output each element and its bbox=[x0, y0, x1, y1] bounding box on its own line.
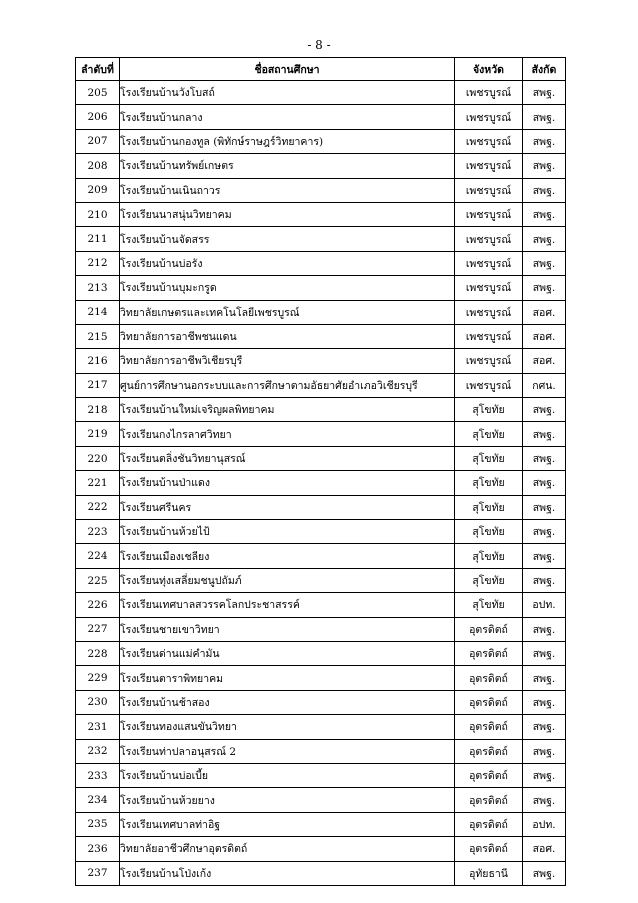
affiliation-cell: สพฐ. bbox=[523, 471, 566, 495]
affiliation-cell: สพฐ. bbox=[523, 202, 566, 226]
sequence-number-cell: 205 bbox=[76, 81, 120, 105]
school-name-cell: วิทยาลัยอาชีวศึกษาอุตรดิตถ์ bbox=[120, 837, 455, 861]
table-row bbox=[76, 398, 566, 422]
sequence-number-cell: 208 bbox=[76, 154, 120, 178]
sequence-number-cell: 235 bbox=[76, 812, 120, 836]
table-row bbox=[76, 422, 566, 446]
school-name-cell: โรงเรียนกงไกรลาศวิทยา bbox=[120, 422, 455, 446]
school-name-cell: โรงเรียนบ้านห้วยยาง bbox=[120, 788, 455, 812]
affiliation-cell: สพฐ. bbox=[523, 105, 566, 129]
affiliation-cell: สพฐ. bbox=[523, 422, 566, 446]
school-name-cell: โรงเรียนทองแสนขันวิทยา bbox=[120, 715, 455, 739]
province-cell: อุตรดิตถ์ bbox=[455, 788, 523, 812]
sequence-number-cell: 226 bbox=[76, 593, 120, 617]
province-cell: เพชรบูรณ์ bbox=[455, 154, 523, 178]
affiliation-cell: สอศ. bbox=[523, 324, 566, 348]
affiliation-cell: สพฐ. bbox=[523, 641, 566, 665]
province-cell: สุโขทัย bbox=[455, 568, 523, 592]
province-cell: อุทัยธานี bbox=[455, 861, 523, 885]
sequence-number-cell: 228 bbox=[76, 641, 120, 665]
school-list-table bbox=[75, 57, 566, 886]
affiliation-cell: สพฐ. bbox=[523, 715, 566, 739]
sequence-number-cell: 213 bbox=[76, 276, 120, 300]
province-cell: สุโขทัย bbox=[455, 422, 523, 446]
province-cell: เพชรบูรณ์ bbox=[455, 105, 523, 129]
sequence-number-cell: 233 bbox=[76, 763, 120, 787]
school-name-cell: โรงเรียนบ้านกลาง bbox=[120, 105, 455, 129]
table-row bbox=[76, 105, 566, 129]
province-cell: อุตรดิตถ์ bbox=[455, 715, 523, 739]
province-cell: สุโขทัย bbox=[455, 520, 523, 544]
sequence-number-cell: 220 bbox=[76, 446, 120, 470]
province-cell: เพชรบูรณ์ bbox=[455, 251, 523, 275]
affiliation-cell: สพฐ. bbox=[523, 446, 566, 470]
school-name-cell: โรงเรียนบ้านบุมะกรูด bbox=[120, 276, 455, 300]
school-name-cell: โรงเรียนทุ่งเสลี่ยมชนูปถัมภ์ bbox=[120, 568, 455, 592]
school-name-cell: โรงเรียนเมืองเชลียง bbox=[120, 544, 455, 568]
school-name-cell: วิทยาลัยเกษตรและเทคโนโลยีเพชรบูรณ์ bbox=[120, 300, 455, 324]
school-name-cell: โรงเรียนบ้านกองทูล (พิทักษ์ราษฎร์วิทยาคาร) bbox=[120, 129, 455, 153]
school-name-cell: โรงเรียนบ้านใหม่เจริญผลพิทยาคม bbox=[120, 398, 455, 422]
sequence-number-cell: 225 bbox=[76, 568, 120, 592]
province-cell: อุตรดิตถ์ bbox=[455, 666, 523, 690]
header-affiliation: สังกัด bbox=[523, 58, 566, 81]
table-body bbox=[76, 81, 566, 886]
sequence-number-cell: 223 bbox=[76, 520, 120, 544]
province-cell: เพชรบูรณ์ bbox=[455, 81, 523, 105]
province-cell: อุตรดิตถ์ bbox=[455, 641, 523, 665]
province-cell: เพชรบูรณ์ bbox=[455, 178, 523, 202]
school-name-cell: โรงเรียนเทศบาลสวรรคโลกประชาสรรค์ bbox=[120, 593, 455, 617]
affiliation-cell: อปท. bbox=[523, 593, 566, 617]
province-cell: อุตรดิตถ์ bbox=[455, 690, 523, 714]
table-row bbox=[76, 715, 566, 739]
school-name-cell: โรงเรียนตลิ่งชันวิทยานุสรณ์ bbox=[120, 446, 455, 470]
sequence-number-cell: 206 bbox=[76, 105, 120, 129]
affiliation-cell: สอศ. bbox=[523, 837, 566, 861]
affiliation-cell: สพฐ. bbox=[523, 178, 566, 202]
affiliation-cell: สพฐ. bbox=[523, 617, 566, 641]
sequence-number-cell: 230 bbox=[76, 690, 120, 714]
school-name-cell: วิทยาลัยการอาชีพวิเชียรบุรี bbox=[120, 349, 455, 373]
table-row bbox=[76, 837, 566, 861]
school-name-cell: วิทยาลัยการอาชีพชนแดน bbox=[120, 324, 455, 348]
province-cell: เพชรบูรณ์ bbox=[455, 349, 523, 373]
table-row bbox=[76, 739, 566, 763]
province-cell: สุโขทัย bbox=[455, 446, 523, 470]
school-name-cell: โรงเรียนบ้านช้าสอง bbox=[120, 690, 455, 714]
province-cell: อุตรดิตถ์ bbox=[455, 763, 523, 787]
province-cell: สุโขทัย bbox=[455, 593, 523, 617]
table-header-row bbox=[76, 58, 566, 81]
province-cell: อุตรดิตถ์ bbox=[455, 617, 523, 641]
school-name-cell: โรงเรียนบ้านจัดสรร bbox=[120, 227, 455, 251]
table-row bbox=[76, 300, 566, 324]
table-row bbox=[76, 593, 566, 617]
affiliation-cell: สอศ. bbox=[523, 349, 566, 373]
affiliation-cell: สพฐ. bbox=[523, 739, 566, 763]
affiliation-cell: สพฐ. bbox=[523, 763, 566, 787]
affiliation-cell: สพฐ. bbox=[523, 520, 566, 544]
table-row bbox=[76, 178, 566, 202]
table-row bbox=[76, 544, 566, 568]
affiliation-cell: สพฐ. bbox=[523, 495, 566, 519]
header-sequence-number: ลำดับที่ bbox=[76, 58, 120, 81]
sequence-number-cell: 227 bbox=[76, 617, 120, 641]
affiliation-cell: สพฐ. bbox=[523, 568, 566, 592]
sequence-number-cell: 217 bbox=[76, 373, 120, 397]
table-row bbox=[76, 861, 566, 885]
sequence-number-cell: 236 bbox=[76, 837, 120, 861]
province-cell: สุโขทัย bbox=[455, 495, 523, 519]
sequence-number-cell: 237 bbox=[76, 861, 120, 885]
province-cell: เพชรบูรณ์ bbox=[455, 227, 523, 251]
affiliation-cell: สพฐ. bbox=[523, 398, 566, 422]
table-row bbox=[76, 446, 566, 470]
school-name-cell: โรงเรียนบ้านบ่อรัง bbox=[120, 251, 455, 275]
table-row bbox=[76, 471, 566, 495]
sequence-number-cell: 216 bbox=[76, 349, 120, 373]
table-row bbox=[76, 617, 566, 641]
affiliation-cell: กศน. bbox=[523, 373, 566, 397]
sequence-number-cell: 229 bbox=[76, 666, 120, 690]
sequence-number-cell: 210 bbox=[76, 202, 120, 226]
school-name-cell: โรงเรียนนาสนุ่นวิทยาคม bbox=[120, 202, 455, 226]
table-row bbox=[76, 763, 566, 787]
province-cell: เพชรบูรณ์ bbox=[455, 373, 523, 397]
province-cell: เพชรบูรณ์ bbox=[455, 202, 523, 226]
table-row bbox=[76, 251, 566, 275]
affiliation-cell: อปท. bbox=[523, 812, 566, 836]
affiliation-cell: สพฐ. bbox=[523, 227, 566, 251]
table-row bbox=[76, 154, 566, 178]
province-cell: อุตรดิตถ์ bbox=[455, 812, 523, 836]
sequence-number-cell: 207 bbox=[76, 129, 120, 153]
sequence-number-cell: 209 bbox=[76, 178, 120, 202]
table-row bbox=[76, 81, 566, 105]
sequence-number-cell: 211 bbox=[76, 227, 120, 251]
table-row bbox=[76, 520, 566, 544]
table-row bbox=[76, 568, 566, 592]
school-name-cell: โรงเรียนบ้านห้วยไป้ bbox=[120, 520, 455, 544]
table-row bbox=[76, 276, 566, 300]
sequence-number-cell: 212 bbox=[76, 251, 120, 275]
affiliation-cell: สพฐ. bbox=[523, 129, 566, 153]
table-row bbox=[76, 202, 566, 226]
sequence-number-cell: 214 bbox=[76, 300, 120, 324]
affiliation-cell: สอศ. bbox=[523, 300, 566, 324]
table-row bbox=[76, 812, 566, 836]
sequence-number-cell: 232 bbox=[76, 739, 120, 763]
province-cell: เพชรบูรณ์ bbox=[455, 324, 523, 348]
table-row bbox=[76, 373, 566, 397]
page-number: - 8 - bbox=[307, 38, 331, 52]
sequence-number-cell: 231 bbox=[76, 715, 120, 739]
school-name-cell: โรงเรียนท่าปลาอนุสรณ์ 2 bbox=[120, 739, 455, 763]
affiliation-cell: สพฐ. bbox=[523, 276, 566, 300]
table-row bbox=[76, 690, 566, 714]
province-cell: สุโขทัย bbox=[455, 471, 523, 495]
school-name-cell: โรงเรียนเทศบาลท่าอิฐ bbox=[120, 812, 455, 836]
affiliation-cell: สพฐ. bbox=[523, 861, 566, 885]
table-row bbox=[76, 641, 566, 665]
province-cell: อุตรดิตถ์ bbox=[455, 837, 523, 861]
affiliation-cell: สพฐ. bbox=[523, 544, 566, 568]
school-name-cell: โรงเรียนบ้านโป่งเก้ง bbox=[120, 861, 455, 885]
affiliation-cell: สพฐ. bbox=[523, 81, 566, 105]
province-cell: สุโขทัย bbox=[455, 544, 523, 568]
header-school-name: ชื่อสถานศึกษา bbox=[120, 58, 455, 81]
sequence-number-cell: 218 bbox=[76, 398, 120, 422]
sequence-number-cell: 224 bbox=[76, 544, 120, 568]
province-cell: สุโขทัย bbox=[455, 398, 523, 422]
sequence-number-cell: 215 bbox=[76, 324, 120, 348]
header-province: จังหวัด bbox=[455, 58, 523, 81]
school-name-cell: โรงเรียนด่านแม่คำมัน bbox=[120, 641, 455, 665]
school-name-cell: โรงเรียนชายเขาวิทยา bbox=[120, 617, 455, 641]
table-row bbox=[76, 324, 566, 348]
affiliation-cell: สพฐ. bbox=[523, 666, 566, 690]
table-row bbox=[76, 495, 566, 519]
province-cell: เพชรบูรณ์ bbox=[455, 129, 523, 153]
school-name-cell: โรงเรียนบ้านทรัพย์เกษตร bbox=[120, 154, 455, 178]
affiliation-cell: สพฐ. bbox=[523, 788, 566, 812]
table-row bbox=[76, 129, 566, 153]
school-name-cell: โรงเรียนตาราพิทยาคม bbox=[120, 666, 455, 690]
school-name-cell: โรงเรียนบ้านบ่อเบี้ย bbox=[120, 763, 455, 787]
province-cell: เพชรบูรณ์ bbox=[455, 300, 523, 324]
sequence-number-cell: 221 bbox=[76, 471, 120, 495]
sequence-number-cell: 234 bbox=[76, 788, 120, 812]
province-cell: เพชรบูรณ์ bbox=[455, 276, 523, 300]
table-row bbox=[76, 227, 566, 251]
table-row bbox=[76, 788, 566, 812]
affiliation-cell: สพฐ. bbox=[523, 251, 566, 275]
sequence-number-cell: 222 bbox=[76, 495, 120, 519]
affiliation-cell: สพฐ. bbox=[523, 690, 566, 714]
province-cell: อุตรดิตถ์ bbox=[455, 739, 523, 763]
school-name-cell: โรงเรียนบ้านวังโบสถ์ bbox=[120, 81, 455, 105]
school-name-cell: โรงเรียนศรีนคร bbox=[120, 495, 455, 519]
affiliation-cell: สพฐ. bbox=[523, 154, 566, 178]
table-row bbox=[76, 349, 566, 373]
sequence-number-cell: 219 bbox=[76, 422, 120, 446]
school-name-cell: โรงเรียนบ้านเนินถาวร bbox=[120, 178, 455, 202]
school-name-cell: โรงเรียนบ้านป่าแดง bbox=[120, 471, 455, 495]
school-name-cell: ศูนย์การศึกษานอกระบบและการศึกษาตามอัธยาศัยอำเภอวิเชียรบุรี bbox=[120, 373, 455, 397]
table-row bbox=[76, 666, 566, 690]
